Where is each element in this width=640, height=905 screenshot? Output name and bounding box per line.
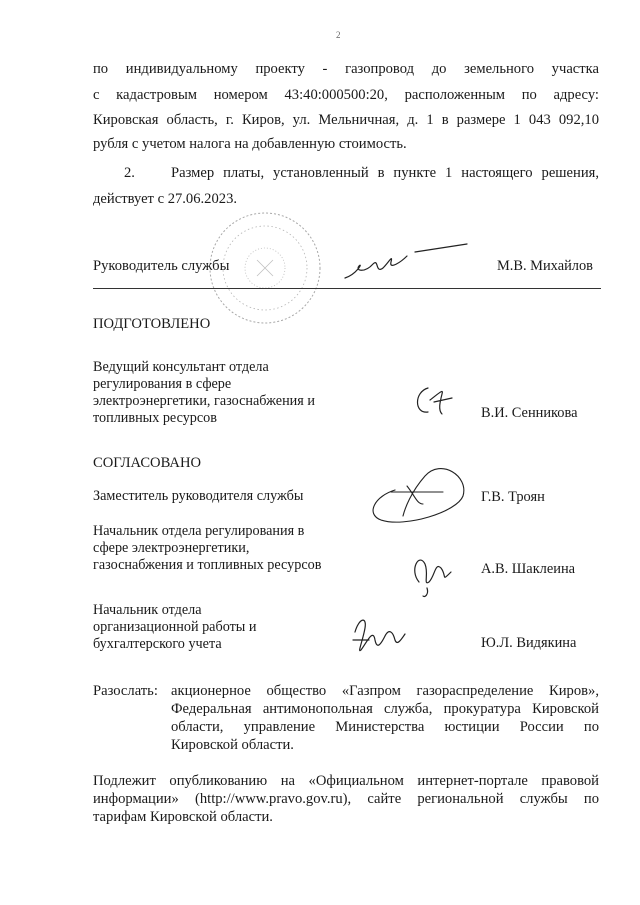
item-2-number: 2. bbox=[124, 165, 135, 181]
approver-3-name: Ю.Л. Видякина bbox=[481, 635, 577, 651]
distribution-line: Федеральная антимонопольная служба, прокуратура Кировской bbox=[171, 701, 599, 717]
separator-line bbox=[93, 288, 601, 289]
distribution-label: Разослать: bbox=[93, 683, 158, 699]
item-2-line-1: Размер платы, установленный в пункте 1 настоящего решения, bbox=[171, 165, 599, 181]
prepared-signature bbox=[408, 384, 458, 420]
approver-position-line: Заместитель руководителя службы bbox=[93, 488, 304, 504]
head-signature bbox=[335, 240, 475, 285]
approver-1-signature bbox=[345, 456, 485, 536]
head-name: М.В. Михайлов bbox=[497, 258, 593, 274]
approver-position-line: бухгалтерского учета bbox=[93, 636, 222, 652]
page-number: 2 bbox=[336, 30, 341, 40]
approver-position-line: газоснабжения и топливных ресурсов bbox=[93, 557, 322, 573]
item-2-line-2: действует с 27.06.2023. bbox=[93, 191, 238, 207]
approver-1-position bbox=[93, 488, 303, 505]
body-line-4: рубля с учетом налога на добавленную стоимость. bbox=[93, 136, 407, 152]
approver-3-position bbox=[93, 602, 256, 653]
approver-1-name: Г.В. Троян bbox=[481, 489, 545, 505]
prepared-position bbox=[93, 359, 315, 427]
prepared-position-line: регулирования в сфере bbox=[93, 376, 232, 392]
prepared-heading: ПОДГОТОВЛЕНО bbox=[93, 316, 211, 332]
prepared-name: В.И. Сенникова bbox=[481, 405, 578, 421]
approver-2-signature bbox=[405, 542, 465, 602]
distribution-line: Кировской области. bbox=[171, 737, 294, 753]
prepared-position-line: электроэнергетики, газоснабжения и bbox=[93, 393, 315, 409]
prepared-position-line: Ведущий консультант отдела bbox=[93, 359, 269, 375]
publication-line: Подлежит опубликованию на «Официальном интернет-портале правовой bbox=[93, 773, 599, 789]
approved-heading: СОГЛАСОВАНО bbox=[93, 455, 202, 471]
prepared-position-line: топливных ресурсов bbox=[93, 410, 217, 426]
head-title: Руководитель службы bbox=[93, 258, 230, 274]
publication-line: информации» (http://www.pravo.gov.ru), сайте региональной службы по bbox=[93, 791, 599, 807]
approver-2-position bbox=[93, 523, 321, 574]
approver-position-line: организационной работы и bbox=[93, 619, 257, 635]
approver-position-line: Начальник отдела регулирования в bbox=[93, 523, 305, 539]
approver-position-line: сфере электроэнергетики, bbox=[93, 540, 250, 556]
body-line-1: по индивидуальному проекту - газопровод до земельного участка bbox=[93, 61, 599, 77]
approver-3-signature bbox=[345, 610, 415, 660]
approver-2-name: А.В. Шаклеина bbox=[481, 561, 576, 577]
distribution-line: акционерное общество «Газпром газораспределение Киров», bbox=[171, 683, 599, 699]
distribution-line: области, управление Министерства юстиции России по bbox=[171, 719, 599, 735]
body-line-3: Кировская область, г. Киров, ул. Мельничная, д. 1 в размере 1 043 092,10 bbox=[93, 112, 599, 128]
publication-line: тарифам Кировской области. bbox=[93, 809, 273, 825]
approver-position-line: Начальник отдела bbox=[93, 602, 202, 618]
body-line-2: с кадастровым номером 43:40:000500:20, расположенным по адресу: bbox=[93, 87, 599, 103]
